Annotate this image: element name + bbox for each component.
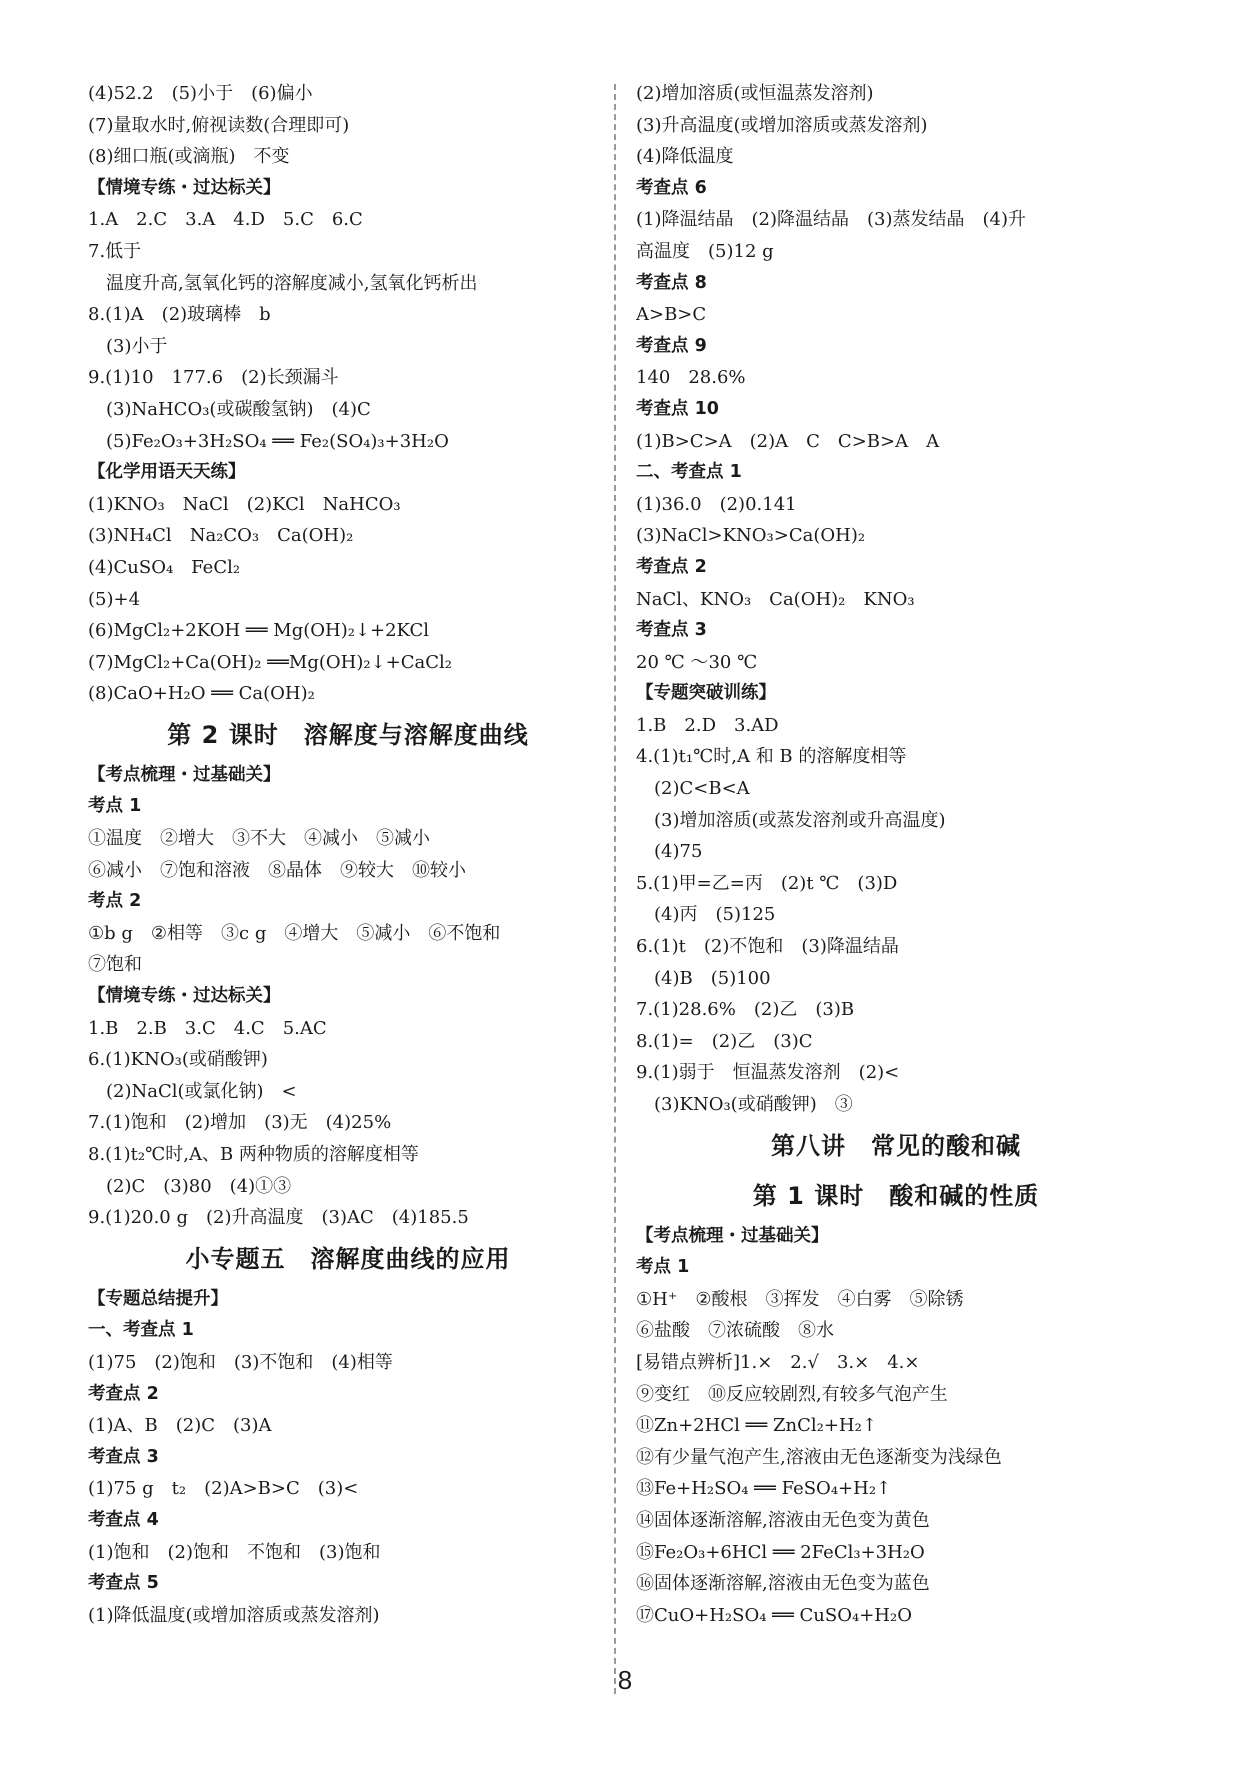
answer-line: 4.(1)t₁℃时,A 和 B 的溶解度相等 bbox=[636, 746, 907, 768]
answer-line: (1)饱和 (2)饱和 不饱和 (3)饱和 bbox=[88, 1541, 381, 1563]
answer-line: (6)MgCl₂+2KOH ══ Mg(OH)₂↓+2KCl bbox=[88, 620, 430, 642]
answer-line: (1)75 (2)饱和 (3)不饱和 (4)相等 bbox=[88, 1351, 393, 1373]
answer-line: 7.(1)28.6% (2)乙 (3)B bbox=[636, 999, 855, 1021]
answer-line: (1)A、B (2)C (3)A bbox=[88, 1415, 272, 1437]
answer-line: (8)CaO+H₂O ══ Ca(OH)₂ bbox=[88, 683, 315, 705]
answer-line: 6.(1)t (2)不饱和 (3)降温结晶 bbox=[636, 936, 899, 958]
answer-line: ⑥减小 ⑦饱和溶液 ⑧晶体 ⑨较大 ⑩较小 bbox=[88, 859, 466, 881]
answer-line: (3)NaCl>KNO₃>Ca(OH)₂ bbox=[636, 525, 866, 547]
section-label: 考查点 5 bbox=[88, 1573, 159, 1594]
answer-line: ①H⁺ ②酸根 ③挥发 ④白雾 ⑤除锈 bbox=[636, 1288, 964, 1310]
answer-line: 1.A 2.C 3.A 4.D 5.C 6.C bbox=[88, 209, 363, 231]
answer-line: 温度升高,氢氧化钙的溶解度减小,氢氧化钙析出 bbox=[106, 272, 478, 294]
section-label: 考查点 2 bbox=[88, 1383, 159, 1404]
section-label: 考点 1 bbox=[88, 796, 142, 817]
answer-line: 9.(1)弱于 恒温蒸发溶剂 (2)< bbox=[636, 1062, 900, 1084]
section-label: 考查点 4 bbox=[88, 1509, 159, 1530]
right-column bbox=[636, 78, 1156, 1631]
page-number: 8 bbox=[617, 1665, 633, 1695]
section-label: 一、考查点 1 bbox=[88, 1320, 194, 1341]
answer-line: (4)75 bbox=[654, 841, 703, 863]
section-label: 考查点 3 bbox=[636, 620, 707, 641]
answer-line: (3)KNO₃(或硝酸钾) ③ bbox=[654, 1094, 853, 1115]
section-label: 【情境专练・过达标关】 bbox=[88, 986, 281, 1007]
answer-line: (8)细口瓶(或滴瓶) 不变 bbox=[88, 146, 290, 168]
answer-line: ⑯固体逐渐溶解,溶液由无色变为蓝色 bbox=[636, 1573, 930, 1595]
answer-line: (3)NH₄Cl Na₂CO₃ Ca(OH)₂ bbox=[88, 525, 354, 547]
section-label: 考查点 6 bbox=[636, 177, 707, 198]
answer-line: (2)NaCl(或氯化钠) < bbox=[106, 1080, 297, 1102]
answer-line: ⑥盐酸 ⑦浓硫酸 ⑧水 bbox=[636, 1320, 834, 1342]
answer-line: (4)丙 (5)125 bbox=[654, 904, 776, 926]
answer-line: 9.(1)20.0 g (2)升高温度 (3)AC (4)185.5 bbox=[88, 1207, 469, 1229]
answer-line: (1)降低温度(或增加溶质或蒸发溶剂) bbox=[88, 1604, 380, 1626]
answer-line: 7.低于 bbox=[88, 240, 142, 262]
answer-line: NaCl、KNO₃ Ca(OH)₂ KNO₃ bbox=[636, 588, 915, 610]
answer-line: ⑰CuO+H₂SO₄ ══ CuSO₄+H₂O bbox=[636, 1604, 912, 1626]
answer-line: 6.(1)KNO₃(或硝酸钾) bbox=[88, 1049, 268, 1071]
section-label: 【考点梳理・过基础关】 bbox=[636, 1225, 829, 1246]
answer-line: (3)增加溶质(或蒸发溶剂或升高温度) bbox=[654, 809, 946, 831]
section-label: 考查点 10 bbox=[636, 398, 719, 419]
column-divider bbox=[614, 84, 616, 1694]
answer-line: (1)36.0 (2)0.141 bbox=[636, 493, 797, 515]
answer-line: 5.(1)甲=乙=丙 (2)t ℃ (3)D bbox=[636, 872, 898, 894]
section-label: 考查点 3 bbox=[88, 1446, 159, 1467]
answer-line: (1)75 g t₂ (2)A>B>C (3)< bbox=[88, 1478, 359, 1500]
section-label: 【考点梳理・过基础关】 bbox=[88, 764, 281, 785]
answer-line: ⑦饱和 bbox=[88, 954, 142, 976]
section-label: 考查点 2 bbox=[636, 556, 707, 577]
answer-line: 1.B 2.B 3.C 4.C 5.AC bbox=[88, 1017, 327, 1039]
answer-line: ⑪Zn+2HCl ══ ZnCl₂+H₂↑ bbox=[636, 1415, 877, 1437]
answer-line: [易错点辨析]1.× 2.√ 3.× 4.× bbox=[636, 1351, 920, 1373]
answer-line: ①b g ②相等 ③c g ④增大 ⑤减小 ⑥不饱和 bbox=[88, 922, 501, 944]
answer-line: (5)Fe₂O₃+3H₂SO₄ ══ Fe₂(SO₄)₃+3H₂O bbox=[106, 430, 449, 452]
section-label: 考点 1 bbox=[636, 1257, 690, 1278]
answer-line: 9.(1)10 177.6 (2)长颈漏斗 bbox=[88, 367, 339, 389]
answer-line: (4)降低温度 bbox=[636, 146, 734, 168]
answer-line: ⑮Fe₂O₃+6HCl ══ 2FeCl₃+3H₂O bbox=[636, 1541, 925, 1563]
answer-line: A>B>C bbox=[636, 304, 707, 326]
answer-line: (2)C<B<A bbox=[654, 778, 750, 800]
section-label: 【专题总结提升】 bbox=[88, 1288, 228, 1309]
answer-line: (4)B (5)100 bbox=[654, 967, 771, 989]
answer-line: (4)52.2 (5)小于 (6)偏小 bbox=[88, 83, 313, 104]
answer-line: 8.(1)A (2)玻璃棒 b bbox=[88, 304, 271, 326]
lesson-heading: 小专题五 溶解度曲线的应用 bbox=[185, 1244, 511, 1273]
section-label: 【专题突破训练】 bbox=[636, 683, 776, 704]
answer-line: 1.B 2.D 3.AD bbox=[636, 714, 779, 736]
answer-line: (2)增加溶质(或恒温蒸发溶剂) bbox=[636, 83, 874, 104]
answer-line: (3)小于 bbox=[106, 335, 168, 357]
answer-line: ⑫有少量气泡产生,溶液由无色逐渐变为浅绿色 bbox=[636, 1446, 1002, 1468]
section-label: 考点 2 bbox=[88, 891, 142, 912]
answer-line: (1)降温结晶 (2)降温结晶 (3)蒸发结晶 (4)升 bbox=[636, 209, 1026, 231]
answer-line: (4)CuSO₄ FeCl₂ bbox=[88, 556, 241, 578]
answer-line: (1)B>C>A (2)A C C>B>A A bbox=[636, 430, 940, 452]
section-label: 【化学用语天天练】 bbox=[88, 462, 246, 483]
answer-line: ①温度 ②增大 ③不大 ④减小 ⑤减小 bbox=[88, 828, 430, 850]
section-label: 考查点 8 bbox=[636, 272, 707, 293]
answer-line: ⑭固体逐渐溶解,溶液由无色变为黄色 bbox=[636, 1509, 930, 1531]
section-label: 考查点 9 bbox=[636, 335, 707, 356]
answer-line: 高温度 (5)12 g bbox=[636, 240, 774, 262]
lesson-heading: 第 1 课时 酸和碱的性质 bbox=[752, 1181, 1040, 1210]
answer-line: (3)升高温度(或增加溶质或蒸发溶剂) bbox=[636, 114, 928, 136]
lesson-heading: 第 2 课时 溶解度与溶解度曲线 bbox=[167, 720, 529, 749]
answer-line: 8.(1)= (2)乙 (3)C bbox=[636, 1030, 813, 1052]
answer-line: (2)C (3)80 (4)①③ bbox=[106, 1175, 292, 1197]
answer-line: 8.(1)t₂℃时,A、B 两种物质的溶解度相等 bbox=[88, 1144, 419, 1165]
left-column bbox=[88, 78, 608, 1631]
answer-line: ⑬Fe+H₂SO₄ ══ FeSO₄+H₂↑ bbox=[636, 1478, 892, 1500]
answer-line: ⑨变红 ⑩反应较剧烈,有较多气泡产生 bbox=[636, 1383, 948, 1405]
section-label: 【情境专练・过达标关】 bbox=[88, 177, 281, 198]
lesson-heading: 第八讲 常见的酸和碱 bbox=[771, 1131, 1021, 1160]
section-label: 二、考查点 1 bbox=[636, 462, 742, 483]
answer-line: (1)KNO₃ NaCl (2)KCl NaHCO₃ bbox=[88, 493, 401, 515]
answer-line: (5)+4 bbox=[88, 588, 141, 610]
answer-line: (3)NaHCO₃(或碳酸氢钠) (4)C bbox=[106, 398, 371, 420]
answer-line: 7.(1)饱和 (2)增加 (3)无 (4)25% bbox=[88, 1112, 392, 1134]
answer-line: 20 ℃ ～30 ℃ bbox=[636, 651, 758, 673]
answer-line: (7)量取水时,俯视读数(合理即可) bbox=[88, 114, 350, 136]
answer-line: 140 28.6% bbox=[636, 367, 746, 389]
answer-line: (7)MgCl₂+Ca(OH)₂ ══Mg(OH)₂↓+CaCl₂ bbox=[88, 651, 452, 673]
